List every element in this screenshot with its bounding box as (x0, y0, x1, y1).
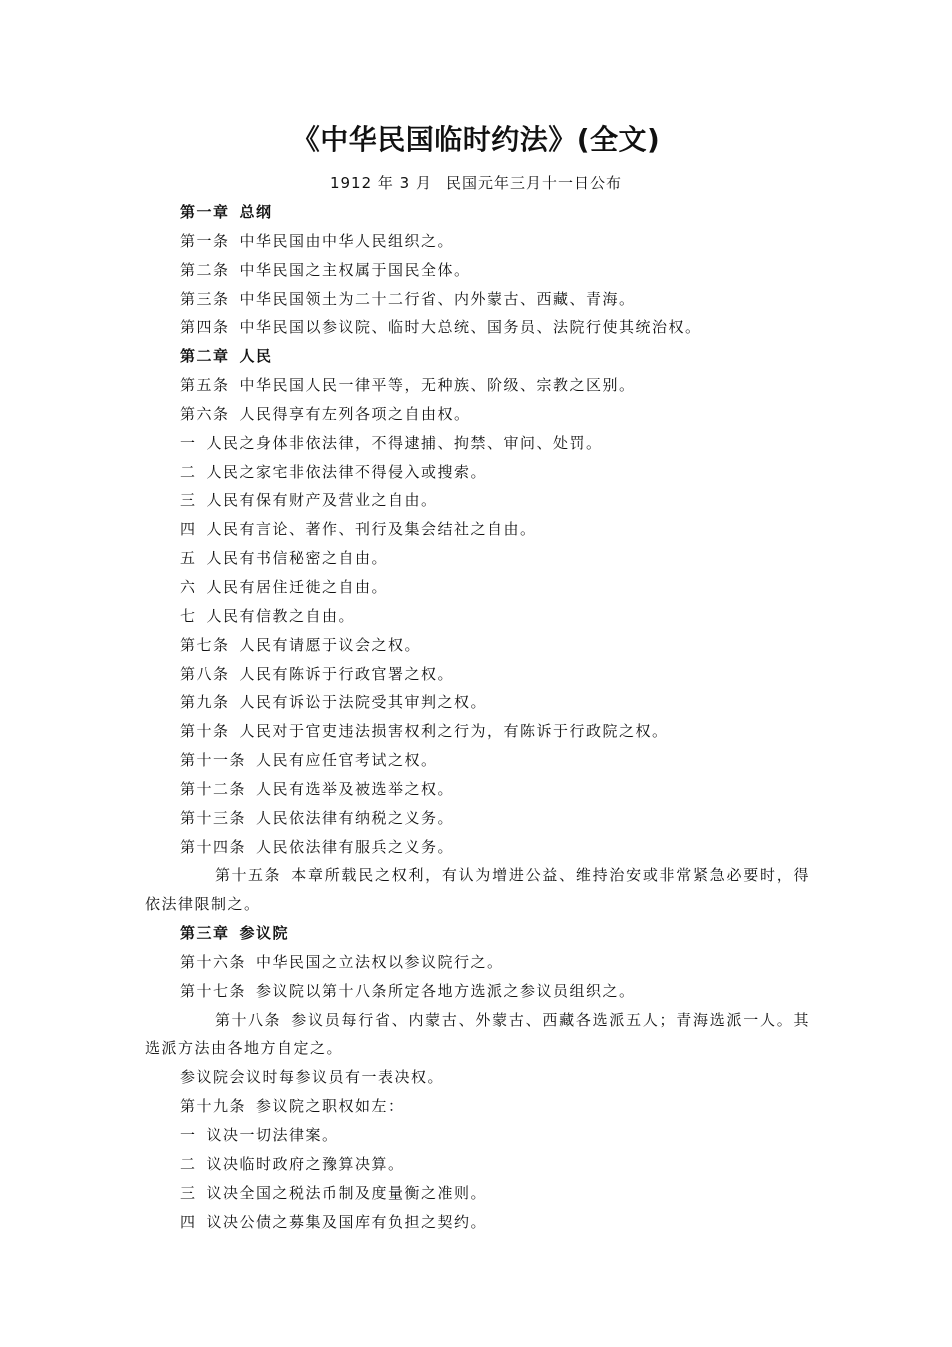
article-line (145, 948, 810, 977)
list-item (145, 429, 810, 458)
line-text: 参议院会议时每参议员有一表决权。 (180, 1068, 445, 1087)
line-text: 参议院以第十八条所定各地方选派之参议员组织之。 (256, 981, 636, 1000)
line-text: 人民有居住迁徙之自由。 (206, 577, 389, 596)
list-item (145, 544, 810, 573)
item-number: 一 (180, 1126, 197, 1144)
chapter-title: 总纲 (239, 203, 273, 221)
line-text: 议决公债之募集及国库有负担之契约。 (206, 1212, 488, 1231)
article-number: 第十条 (180, 722, 230, 741)
article-line (145, 1063, 810, 1092)
line-text: 本章所载民之权利，有认为增进公益、维持治安或非常紧急必要时，得依法律限制之。 (145, 866, 810, 914)
line-text: 中华民国由中华人民组织之。 (239, 231, 455, 250)
list-item (145, 1150, 810, 1179)
article-number: 第七条 (180, 635, 230, 654)
chapter-number: 第二章 (180, 347, 230, 366)
article-line (145, 688, 810, 717)
list-item (145, 602, 810, 631)
line-text: 人民有应任官考试之权。 (256, 751, 438, 770)
article-number: 第十二条 (180, 779, 247, 798)
article-line (145, 660, 810, 689)
subtitle-promulgation: 民国元年三月十一日公布 (446, 174, 623, 192)
article-line (145, 631, 810, 660)
line-text: 人民有保有财产及营业之自由。 (206, 491, 438, 510)
article-number: 第八条 (180, 664, 230, 683)
line-text: 中华民国以参议院、临时大总统、国务员、法院行使其统治权。 (239, 318, 702, 337)
article-line (145, 977, 810, 1006)
subtitle-date: 1912 年 3 月 (329, 174, 432, 192)
item-number: 二 (180, 1154, 197, 1173)
article-line (145, 717, 810, 746)
chapter-heading (145, 342, 810, 371)
article-number: 第十七条 (180, 981, 247, 1000)
item-number: 六 (180, 577, 197, 596)
line-text: 中华民国之立法权以参议院行之。 (256, 952, 504, 971)
item-number: 三 (180, 491, 197, 510)
chapter-title: 人民 (239, 347, 273, 366)
article-line (145, 1092, 810, 1121)
item-number: 五 (180, 549, 197, 568)
item-number: 三 (180, 1183, 197, 1202)
line-text: 中华民国领土为二十二行省、内外蒙古、西藏、青海。 (239, 289, 636, 308)
article-line (145, 313, 810, 342)
chapter-heading (145, 919, 810, 948)
list-item (145, 1208, 810, 1237)
line-text: 人民对于官吏违法损害权利之行为，有陈诉于行政院之权。 (239, 722, 669, 741)
article-line (145, 285, 810, 314)
line-text: 人民之家宅非依法律不得侵入或搜索。 (206, 462, 488, 481)
article-number: 第十四条 (180, 837, 247, 856)
line-text: 人民依法律有服兵之义务。 (256, 837, 455, 856)
document-body (145, 198, 810, 1236)
document-subtitle (0, 170, 952, 196)
article-number: 第九条 (180, 693, 230, 712)
line-text: 议决全国之税法币制及度量衡之准则。 (206, 1183, 488, 1202)
article-line (145, 227, 810, 256)
list-item (145, 1179, 810, 1208)
line-text: 人民有诉讼于法院受其审判之权。 (239, 693, 488, 712)
line-text: 议决一切法律案。 (206, 1126, 339, 1144)
list-item (145, 573, 810, 602)
line-text: 人民之身体非依法律，不得逮捕、拘禁、审问、处罚。 (206, 433, 603, 452)
chapter-title: 参议院 (239, 924, 290, 943)
article-line (145, 775, 810, 804)
article-line (145, 256, 810, 285)
line-text: 人民得享有左列各项之自由权。 (239, 404, 471, 423)
item-number: 四 (180, 1212, 197, 1231)
list-item (145, 515, 810, 544)
line-text: 参议员每行省、内蒙古、外蒙古、西藏各选派五人；青海选派一人。其选派方法由各地方自定之。 (145, 1010, 810, 1058)
line-text: 人民有陈诉于行政官署之权。 (239, 664, 455, 683)
item-number: 一 (180, 433, 197, 452)
line-text: 人民有书信秘密之自由。 (206, 549, 389, 568)
article-number: 第五条 (180, 376, 230, 395)
article-number: 第十六条 (180, 952, 247, 971)
line-text: 人民有言论、著作、刊行及集会结社之自由。 (206, 520, 537, 539)
chapter-number: 第一章 (180, 203, 230, 221)
line-text: 议决临时政府之豫算决算。 (206, 1154, 405, 1173)
document-title: 《中华民国临时约法》(全文) (291, 123, 661, 156)
item-number: 四 (180, 520, 197, 539)
article-line (145, 1006, 810, 1064)
article-number: 第三条 (180, 289, 230, 308)
article-line (145, 861, 810, 919)
article-number: 第六条 (180, 404, 230, 423)
list-item (145, 486, 810, 515)
line-text: 人民有信教之自由。 (206, 606, 356, 625)
article-line (145, 400, 810, 429)
line-text: 中华民国之主权属于国民全体。 (239, 260, 471, 279)
article-number: 第二条 (180, 260, 230, 279)
list-item (145, 1121, 810, 1150)
line-text: 人民有选举及被选举之权。 (256, 779, 455, 798)
article-number: 第一条 (180, 231, 230, 250)
article-number: 第四条 (180, 318, 230, 337)
article-number: 第十五条 (215, 866, 282, 885)
line-text: 参议院之职权如左： (256, 1097, 405, 1116)
chapter-number: 第三章 (180, 924, 230, 943)
article-number: 第十一条 (180, 751, 247, 770)
article-number: 第十三条 (180, 808, 247, 827)
item-number: 七 (180, 606, 197, 625)
article-number: 第十八条 (215, 1010, 282, 1029)
article-line (145, 746, 810, 775)
article-line (145, 833, 810, 862)
article-line (145, 804, 810, 833)
article-line (145, 371, 810, 400)
line-text: 人民有请愿于议会之权。 (239, 635, 422, 654)
line-text: 中华民国人民一律平等，无种族、阶级、宗教之区别。 (239, 376, 636, 395)
list-item (145, 458, 810, 487)
item-number: 二 (180, 462, 197, 481)
chapter-heading (145, 198, 810, 227)
article-number: 第十九条 (180, 1097, 247, 1116)
line-text: 人民依法律有纳税之义务。 (256, 808, 455, 827)
